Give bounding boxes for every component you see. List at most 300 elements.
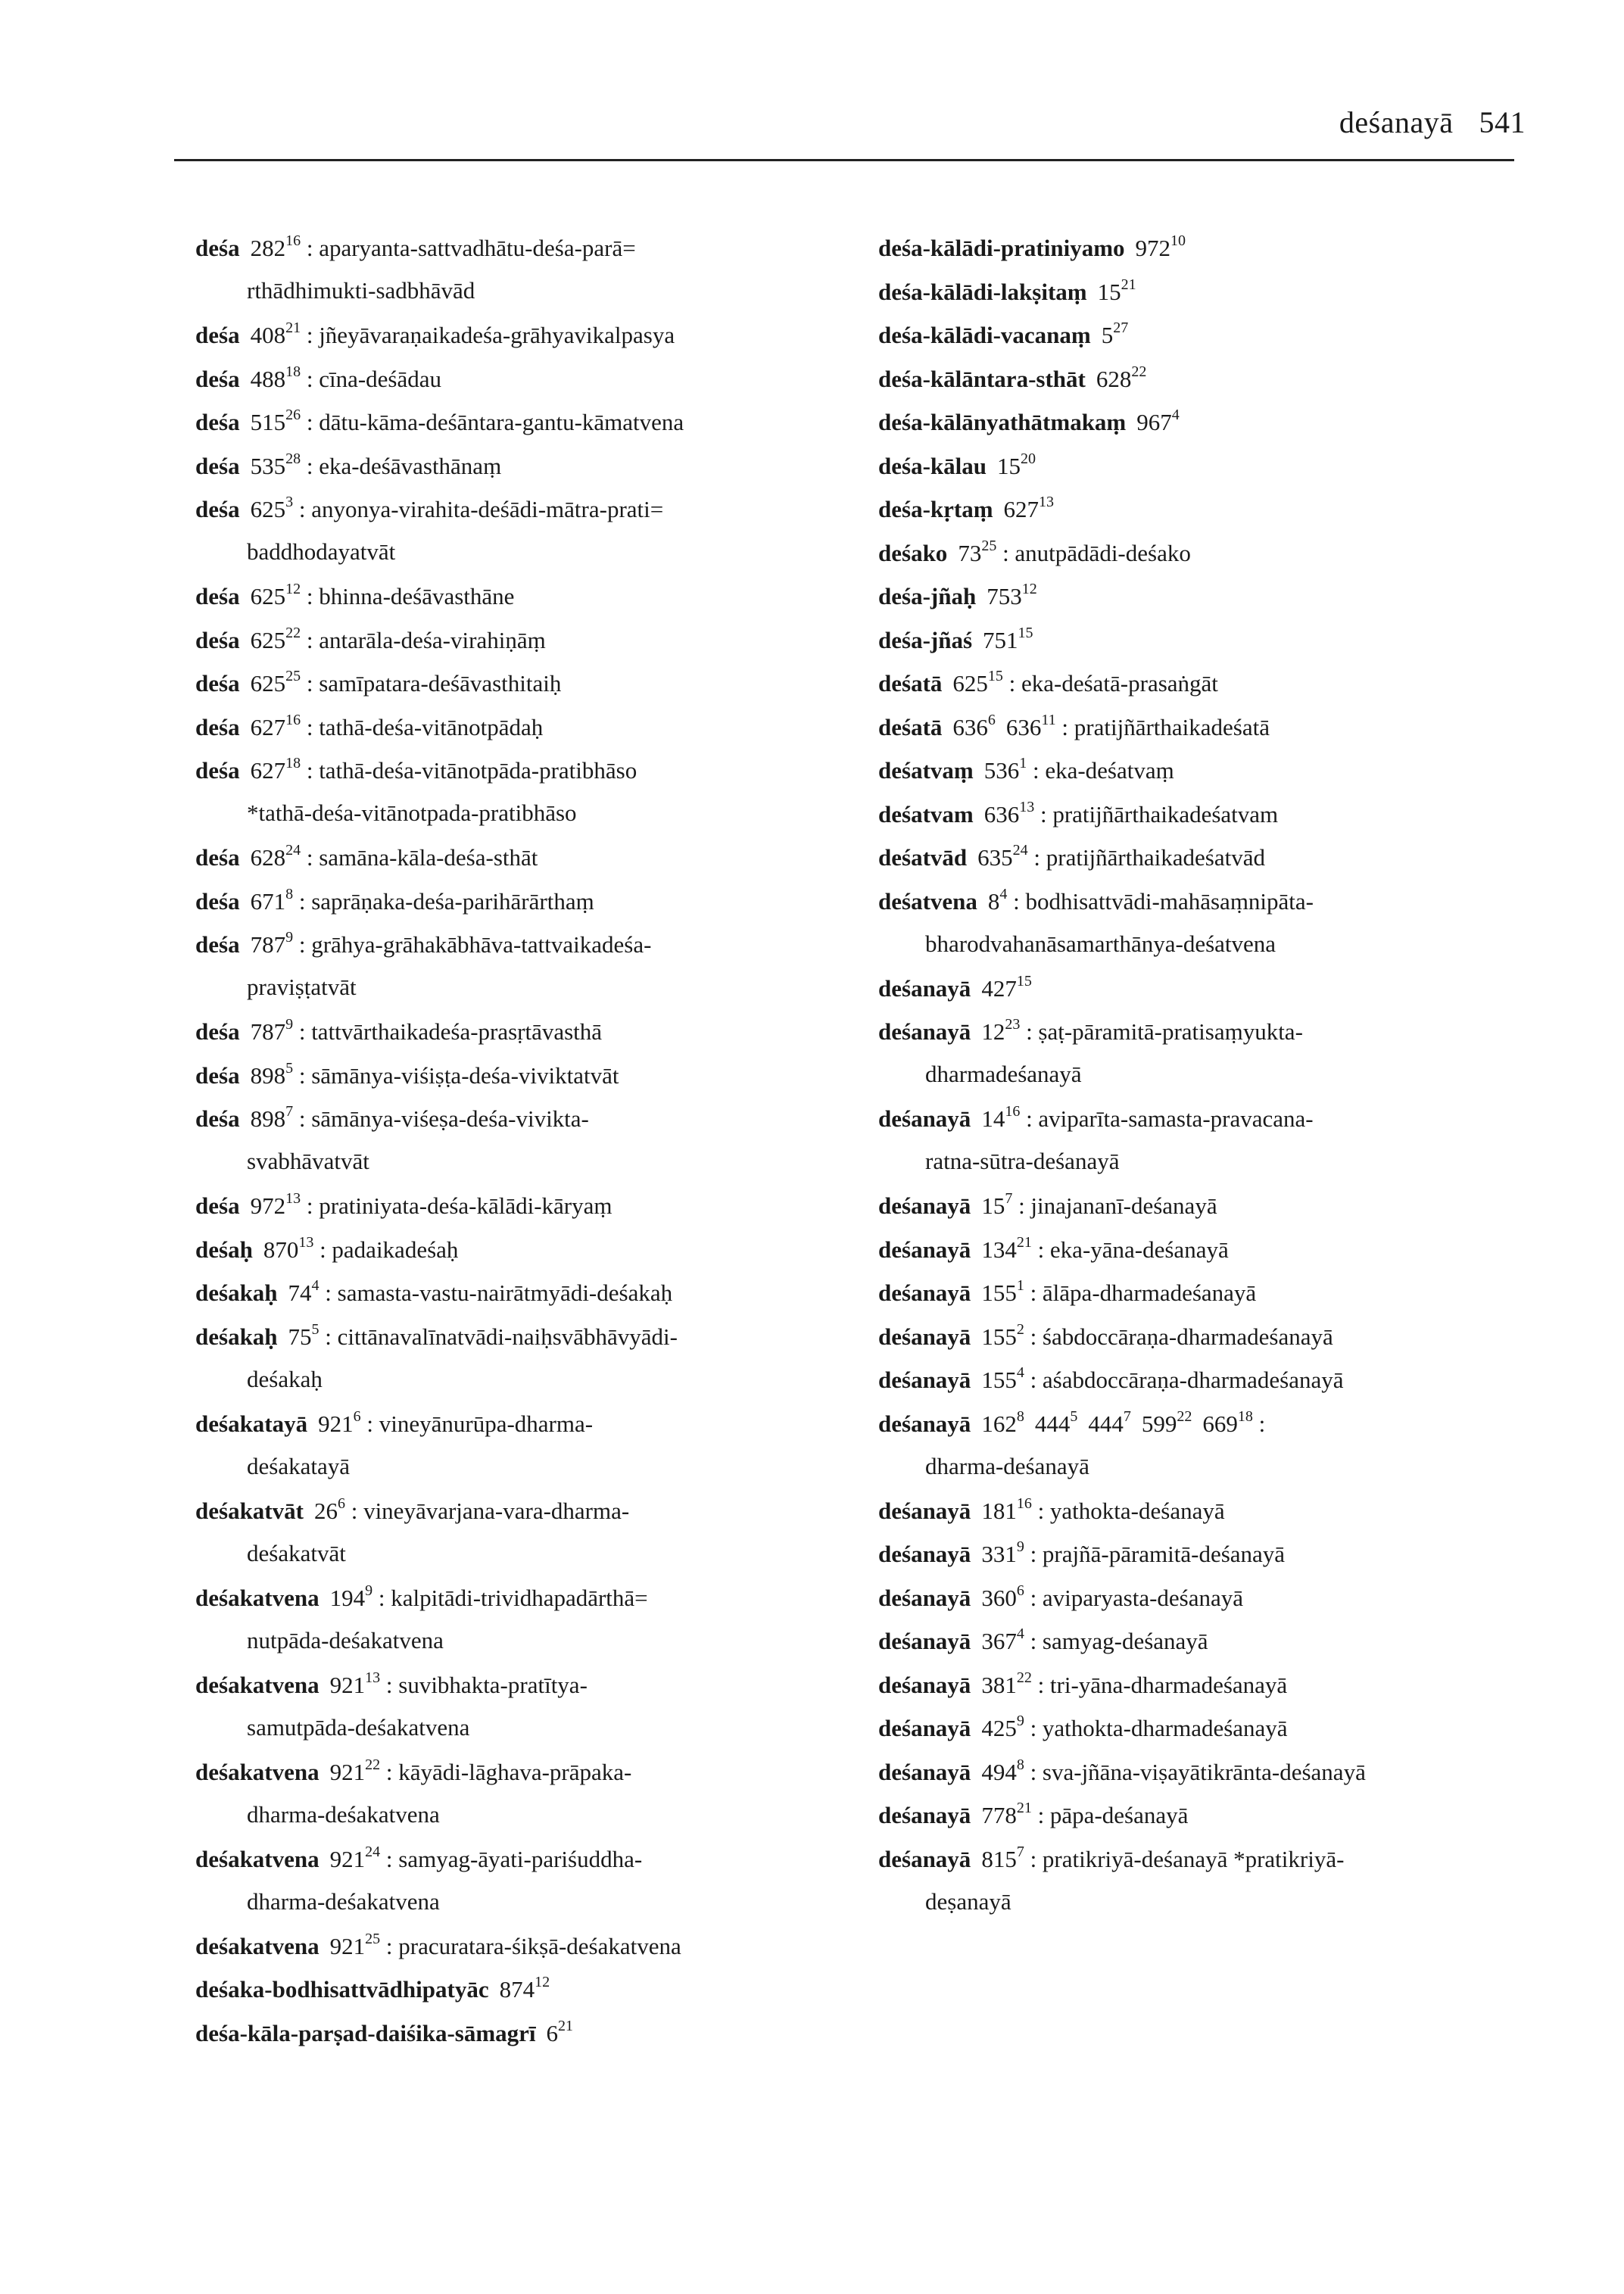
entry-text: : eka-deśatā-prasaṅgāt xyxy=(1008,670,1218,697)
left-column xyxy=(195,227,862,2056)
entry-headword: deśatvena xyxy=(878,887,977,915)
page-reference xyxy=(546,2017,574,2046)
page-number-ref: 753 xyxy=(987,583,1022,609)
index-entry xyxy=(195,1838,862,1925)
line-number-ref: 22 xyxy=(365,1756,381,1773)
entry-headword: deśanayā xyxy=(878,1367,971,1393)
page-number-ref: 5 xyxy=(1101,322,1114,348)
page-reference xyxy=(977,844,1028,871)
line-number-ref: 9 xyxy=(285,1016,294,1033)
entry-text: : tathā-deśa-vitānotpādaḥ xyxy=(306,713,544,740)
page-number-ref: 494 xyxy=(981,1758,1017,1785)
entry-headword: deśatā xyxy=(878,713,943,740)
page-number-ref: 669 xyxy=(1202,1410,1238,1437)
page-number-ref: 6 xyxy=(546,2019,559,2046)
page-reference xyxy=(250,624,301,653)
entry-line xyxy=(195,496,663,522)
index-entry xyxy=(195,1490,862,1577)
entry-line xyxy=(195,1192,613,1219)
entry-text: : bhinna-deśāvasthāne xyxy=(306,583,515,609)
page-reference xyxy=(1034,1407,1078,1437)
page-reference xyxy=(1141,1407,1192,1437)
page-reference xyxy=(263,1233,314,1263)
index-entry xyxy=(878,837,1529,881)
line-number-ref: 2 xyxy=(1016,1320,1024,1338)
entry-continuation: dharma-deśakatvena xyxy=(247,1800,440,1828)
page-reference xyxy=(981,1320,1024,1350)
entry-line xyxy=(878,711,1270,740)
index-entry xyxy=(195,1403,862,1490)
page-reference xyxy=(251,757,301,784)
index-entry xyxy=(878,445,1529,489)
index-entry xyxy=(878,227,1529,271)
index-entry xyxy=(195,1577,862,1664)
line-number-ref: 16 xyxy=(285,232,301,249)
page-number-ref: 787 xyxy=(250,931,286,958)
entry-headword: deśa xyxy=(195,1105,240,1132)
entry-line xyxy=(195,844,538,871)
page-reference xyxy=(958,537,997,566)
entry-line xyxy=(878,1669,1288,1698)
page-number-ref: 898 xyxy=(250,1061,286,1089)
page-reference xyxy=(251,496,294,522)
page-reference xyxy=(250,885,294,915)
page-number-ref: 636 xyxy=(952,713,988,740)
page-number-ref: 874 xyxy=(499,1976,535,2003)
line-number-ref: 9 xyxy=(285,929,294,946)
page-reference xyxy=(251,670,301,697)
page-number-ref: 155 xyxy=(981,1279,1017,1306)
index-entry xyxy=(878,1838,1529,1925)
index-entry xyxy=(195,924,862,1011)
entry-line xyxy=(878,1320,1333,1350)
index-entry xyxy=(878,358,1529,402)
line-number-ref: 4 xyxy=(1171,407,1180,423)
entry-headword: deśa xyxy=(195,931,240,958)
entry-headword: deśakaḥ xyxy=(195,1323,278,1350)
page-reference xyxy=(250,232,301,261)
running-head xyxy=(1339,104,1526,140)
entry-line xyxy=(195,319,675,348)
page-number-ref: 635 xyxy=(977,844,1013,871)
page-reference xyxy=(251,931,294,958)
page-number-ref: 535 xyxy=(250,452,286,479)
entry-headword: deśa xyxy=(195,626,240,653)
page-number-ref: 12 xyxy=(981,1018,1005,1045)
index-entry xyxy=(878,1664,1529,1708)
page-number-ref: 15 xyxy=(996,452,1021,479)
entry-text: : eka-deśatvaṃ xyxy=(1032,757,1174,784)
entry-text: : cittānavalīnatvādi-naiḥsvābhāvyādi- xyxy=(325,1323,678,1350)
entry-text: : antarāla-deśa-virahiṇāṃ xyxy=(306,626,546,653)
entry-line xyxy=(878,276,1136,305)
line-number-ref: 25 xyxy=(285,668,301,684)
entry-headword: deśa-kālādi-lakṣitaṃ xyxy=(878,278,1087,305)
entry-text: : pratijñārthaikadeśatvam xyxy=(1040,800,1279,828)
page-reference xyxy=(981,1538,1024,1567)
entry-headword: deśakatvena xyxy=(195,1584,320,1611)
entry-headword: deśanayā xyxy=(878,1758,971,1785)
line-number-ref: 15 xyxy=(987,668,1003,684)
entry-line xyxy=(878,972,1032,1002)
line-number-ref: 6 xyxy=(353,1407,361,1425)
entry-line xyxy=(878,537,1191,566)
page-number-ref: 627 xyxy=(250,713,286,740)
entry-line xyxy=(878,1756,1366,1785)
line-number-ref: 21 xyxy=(558,2017,574,2034)
page-number-ref: 921 xyxy=(329,1845,366,1872)
entry-headword: deśanayā xyxy=(878,1628,971,1654)
index-entry xyxy=(195,750,862,837)
line-number-ref: 22 xyxy=(285,624,301,641)
entry-text: : anutpādādi-deśako xyxy=(1002,539,1191,566)
page-number-ref: 815 xyxy=(981,1845,1017,1872)
entry-continuation: bharodvahanāsamarthānya-deśatvena xyxy=(925,930,1276,957)
page-number-ref: 15 xyxy=(1097,278,1121,305)
line-number-ref: 27 xyxy=(1113,319,1129,336)
entry-text: : kāyādi-lāghava-prāpaka- xyxy=(385,1758,632,1785)
page-number-ref: 921 xyxy=(329,1671,366,1698)
line-number-ref: 5 xyxy=(285,1059,294,1077)
index-entry xyxy=(878,881,1529,968)
entry-headword: deśa xyxy=(195,322,240,348)
page-number-ref: 488 xyxy=(250,365,286,392)
entry-continuation: dharmadeśanayā xyxy=(925,1061,1082,1087)
entry-line xyxy=(195,885,594,915)
page-reference xyxy=(313,1495,345,1524)
entry-headword: deśanayā xyxy=(878,1671,971,1698)
entry-headword: deśakatvāt xyxy=(195,1497,304,1524)
page-number-ref: 134 xyxy=(981,1236,1017,1263)
entry-line xyxy=(195,1407,594,1437)
page-reference xyxy=(981,1715,1024,1741)
line-number-ref: 12 xyxy=(285,581,301,597)
entry-headword: deśanayā xyxy=(878,1845,971,1872)
index-entry xyxy=(878,488,1529,532)
entry-text: : aviparīta-samasta-pravacana- xyxy=(1026,1105,1314,1132)
page-reference xyxy=(288,1279,320,1306)
entry-line xyxy=(195,624,546,653)
page-reference xyxy=(981,1233,1032,1263)
line-number-ref: 26 xyxy=(285,407,301,423)
entry-headword: deśanayā xyxy=(878,1236,971,1263)
page-number-ref: 427 xyxy=(981,974,1017,1002)
page-reference xyxy=(251,1192,301,1219)
line-number-ref: 24 xyxy=(285,842,301,859)
index-entry xyxy=(878,1533,1529,1577)
entry-headword: deśa xyxy=(195,757,240,784)
entry-text: : vineyānurūpa-dharma- xyxy=(366,1410,594,1437)
entry-text: : yathokta-deśanayā xyxy=(1037,1497,1225,1524)
entry-text: : suvibhakta-pratītya- xyxy=(385,1671,588,1698)
index-entry xyxy=(195,1185,862,1229)
entry-line xyxy=(195,1756,632,1785)
entry-line xyxy=(878,757,1174,784)
page-reference xyxy=(987,885,1008,915)
entry-text: : anyonya-virahita-deśādi-mātra-prati= xyxy=(298,496,664,522)
entry-headword: deśatvam xyxy=(878,800,974,828)
entry-headword: deśa xyxy=(195,670,240,697)
page-number-ref: 628 xyxy=(1096,365,1132,392)
entry-headword: deśa xyxy=(195,452,240,479)
page-number-ref: 15 xyxy=(981,1192,1005,1219)
entry-text: : ālāpa-dharmadeśanayā xyxy=(1030,1279,1257,1306)
line-number-ref: 18 xyxy=(285,755,301,771)
page-reference xyxy=(981,1495,1032,1524)
page-number-ref: 921 xyxy=(329,1932,366,1959)
page-reference xyxy=(952,711,996,740)
entry-line xyxy=(878,1105,1314,1132)
line-number-ref: 13 xyxy=(365,1669,381,1686)
page-number-ref: 444 xyxy=(1088,1410,1124,1437)
entry-text: : samyag-āyati-pariśuddha- xyxy=(385,1845,643,1872)
index-entry xyxy=(195,706,862,750)
entry-headword: deśanayā xyxy=(878,1497,971,1524)
index-entry xyxy=(195,1316,862,1403)
entry-line xyxy=(195,1233,459,1263)
index-entry xyxy=(878,271,1529,315)
line-number-ref: 7 xyxy=(1123,1407,1131,1425)
page-number-ref: 155 xyxy=(981,1323,1017,1350)
line-number-ref: 9 xyxy=(365,1582,373,1599)
entry-line xyxy=(878,885,1314,915)
page-number-ref: 636 xyxy=(983,800,1020,828)
entry-headword: deśaḥ xyxy=(195,1236,253,1263)
entry-headword: deśanayā xyxy=(878,1105,971,1132)
index-entry xyxy=(878,1707,1529,1751)
entry-line xyxy=(878,1192,1217,1219)
page-number-ref: 625 xyxy=(250,583,286,609)
page-reference xyxy=(981,1279,1024,1306)
page-reference xyxy=(981,1018,1020,1045)
entry-text: : yathokta-dharmadeśanayā xyxy=(1030,1715,1288,1741)
page-number-ref: 972 xyxy=(1135,235,1171,261)
entry-line xyxy=(878,319,1129,348)
index-entry xyxy=(195,401,862,445)
line-number-ref: 16 xyxy=(285,711,301,728)
page-number-ref: 75 xyxy=(288,1323,312,1350)
page-number-ref: 972 xyxy=(250,1192,286,1219)
index-entry xyxy=(195,837,862,881)
entry-continuation: praviṣṭatvāt xyxy=(247,974,357,1000)
page-reference xyxy=(981,972,1032,1002)
page-reference xyxy=(984,757,1027,784)
index-entry xyxy=(878,1316,1529,1360)
entry-continuation: svabhāvatvāt xyxy=(247,1148,369,1174)
entry-text: : tri-yāna-dharmadeśanayā xyxy=(1037,1671,1288,1698)
entry-headword: deśa xyxy=(195,583,240,609)
line-number-ref: 8 xyxy=(285,885,294,902)
page-reference xyxy=(981,1407,1024,1437)
entry-text: : samīpatara-deśāvasthitaiḥ xyxy=(306,670,562,697)
index-entry xyxy=(195,662,862,706)
page-number-ref: 625 xyxy=(250,670,286,697)
entry-headword: deśa xyxy=(195,235,240,261)
entry-text: : sva-jñāna-viṣayātikrānta-deśanayā xyxy=(1030,1758,1366,1785)
line-number-ref: 5 xyxy=(1070,1407,1078,1425)
entry-line xyxy=(195,1279,672,1306)
entry-headword: deśatā xyxy=(878,670,943,697)
index-entry xyxy=(878,1272,1529,1316)
entry-text: : bodhisattvādi-mahāsaṃnipāta- xyxy=(1013,887,1314,915)
entry-headword: deśa-kālādi-vacanaṃ xyxy=(878,322,1091,348)
page-number-ref: 367 xyxy=(981,1628,1017,1654)
page-reference xyxy=(250,319,301,348)
entry-line xyxy=(195,1930,681,1959)
index-entry xyxy=(195,358,862,402)
entry-text: : samyag-deśanayā xyxy=(1030,1628,1208,1654)
page-reference xyxy=(981,1364,1024,1393)
entry-headword: deśanayā xyxy=(878,1715,971,1741)
page-reference xyxy=(251,409,301,435)
index-entry xyxy=(195,2012,862,2056)
entry-line xyxy=(195,931,651,958)
index-entry xyxy=(195,1272,862,1316)
entry-line xyxy=(195,232,636,261)
page-reference xyxy=(1088,1407,1131,1437)
entry-headword: deśatvaṃ xyxy=(878,757,974,784)
entry-line xyxy=(195,1669,588,1698)
entry-continuation: baddhodayatvāt xyxy=(247,538,396,565)
entry-line xyxy=(878,670,1218,697)
index-entry xyxy=(195,1011,862,1055)
entry-line xyxy=(878,624,1033,653)
entry-headword: deśa xyxy=(195,1192,240,1219)
index-entry xyxy=(195,1664,862,1751)
index-entry xyxy=(878,1794,1529,1838)
entry-line xyxy=(195,1105,589,1132)
entry-headword: deśakatvena xyxy=(195,1932,320,1959)
line-number-ref: 21 xyxy=(1121,276,1136,293)
index-entry xyxy=(878,1403,1529,1490)
entry-line xyxy=(195,450,502,479)
entry-headword: deśa-jñaḥ xyxy=(878,583,977,609)
entry-text: : kalpitādi-trividhapadārthā= xyxy=(378,1584,648,1611)
entry-line xyxy=(195,757,637,784)
line-number-ref: 23 xyxy=(1005,1016,1021,1033)
index-entry xyxy=(195,1925,862,1969)
entry-line xyxy=(878,1802,1188,1828)
page-number-ref: 625 xyxy=(250,496,286,522)
entry-line xyxy=(878,496,1054,522)
entry-text: : vineyāvarjana-vara-dharma- xyxy=(351,1497,630,1524)
entry-headword: deśa xyxy=(195,409,240,435)
entry-text: : eka-deśāvasthānaṃ xyxy=(306,452,502,479)
index-entry xyxy=(878,1490,1529,1534)
entry-headword: deśanayā xyxy=(878,1323,971,1350)
page-number-ref: 627 xyxy=(250,757,286,784)
page-reference xyxy=(329,1930,381,1959)
entry-line xyxy=(878,1538,1286,1567)
entry-headword: deśaka-bodhisattvādhipatyāc xyxy=(195,1976,489,2003)
page-reference xyxy=(981,1582,1024,1611)
line-number-ref: 22 xyxy=(1177,1407,1192,1425)
entry-headword: deśakaḥ xyxy=(195,1279,278,1306)
entry-headword: deśa-kālau xyxy=(878,452,987,479)
page-reference xyxy=(983,624,1033,653)
page-number-ref: 282 xyxy=(250,235,286,261)
entry-text: : eka-yāna-deśanayā xyxy=(1037,1236,1229,1263)
page-reference xyxy=(329,1843,381,1872)
page-reference xyxy=(1096,363,1147,392)
entry-line xyxy=(878,409,1180,435)
entry-line xyxy=(195,409,684,435)
page-number-ref: 425 xyxy=(981,1715,1017,1741)
index-entry xyxy=(195,445,862,489)
line-number-ref: 24 xyxy=(365,1843,381,1860)
line-number-ref: 21 xyxy=(1016,1233,1032,1251)
entry-headword: deśa-kālādi-pratiniyamo xyxy=(878,235,1125,261)
line-number-ref: 13 xyxy=(1019,798,1035,815)
entry-text: : dātu-kāma-deśāntara-gantu-kāmatvena xyxy=(306,409,684,435)
line-number-ref: 8 xyxy=(1016,1407,1024,1425)
line-number-ref: 16 xyxy=(1005,1103,1021,1120)
page-reference xyxy=(996,450,1036,479)
entry-line xyxy=(878,1364,1344,1393)
page-reference xyxy=(251,844,301,871)
line-number-ref: 9 xyxy=(1016,1538,1024,1555)
entry-text: : jñeyāvaraṇaikadeśa-grāhyavikalpasya xyxy=(306,322,675,348)
entry-text: : pracuratara-śikṣā-deśakatvena xyxy=(385,1932,681,1959)
index-entry xyxy=(878,619,1529,663)
page-number-ref: 870 xyxy=(263,1236,299,1263)
page-reference xyxy=(251,583,301,609)
index-entry xyxy=(878,575,1529,619)
index-entry xyxy=(195,488,862,575)
index-entry xyxy=(195,575,862,619)
page-reference xyxy=(329,1756,381,1785)
line-number-ref: 28 xyxy=(285,450,301,467)
page-number-ref: 625 xyxy=(952,670,988,697)
right-column xyxy=(878,227,1529,1925)
page-number-ref: 408 xyxy=(250,322,286,348)
index-entry xyxy=(878,750,1529,793)
entry-continuation: deśakaḥ xyxy=(247,1365,323,1392)
line-number-ref: 22 xyxy=(1131,363,1147,380)
page-reference xyxy=(981,1105,1020,1132)
page-number-ref: 625 xyxy=(250,626,286,653)
line-number-ref: 6 xyxy=(1016,1582,1024,1599)
entry-continuation: *tathā-deśa-vitānotpada-pratibhāso xyxy=(247,799,577,826)
entry-headword: deśa-kāla-parṣad-daiśika-sāmagrī xyxy=(195,2019,536,2046)
index-entry xyxy=(878,662,1529,706)
page-number-ref: 778 xyxy=(981,1802,1017,1828)
page-reference xyxy=(1101,319,1129,348)
page-number-ref: 921 xyxy=(329,1758,366,1785)
page-reference xyxy=(1005,711,1056,740)
line-number-ref: 1 xyxy=(1016,1277,1024,1294)
entry-line xyxy=(195,1843,643,1872)
entry-text: : pratiniyata-deśa-kālādi-kāryaṃ xyxy=(306,1192,613,1219)
entry-line xyxy=(878,1625,1208,1654)
page-reference xyxy=(329,1582,373,1611)
entry-line xyxy=(878,1715,1288,1741)
line-number-ref: 13 xyxy=(298,1233,314,1251)
index-entry xyxy=(878,968,1529,1011)
line-number-ref: 4 xyxy=(999,885,1008,902)
page-number-ref: 14 xyxy=(981,1105,1005,1132)
entry-headword: deśa xyxy=(195,1018,240,1045)
page-number: 541 xyxy=(1479,105,1526,139)
index-entry xyxy=(195,619,862,663)
page-reference xyxy=(1202,1407,1253,1437)
entry-line xyxy=(878,1582,1243,1611)
page-reference xyxy=(251,1018,294,1045)
entry-text: : aparyanta-sattvadhātu-deśa-parā= xyxy=(306,235,636,261)
entry-line xyxy=(878,1495,1225,1524)
line-number-ref: 24 xyxy=(1012,842,1028,859)
page-number-ref: 360 xyxy=(981,1584,1017,1611)
